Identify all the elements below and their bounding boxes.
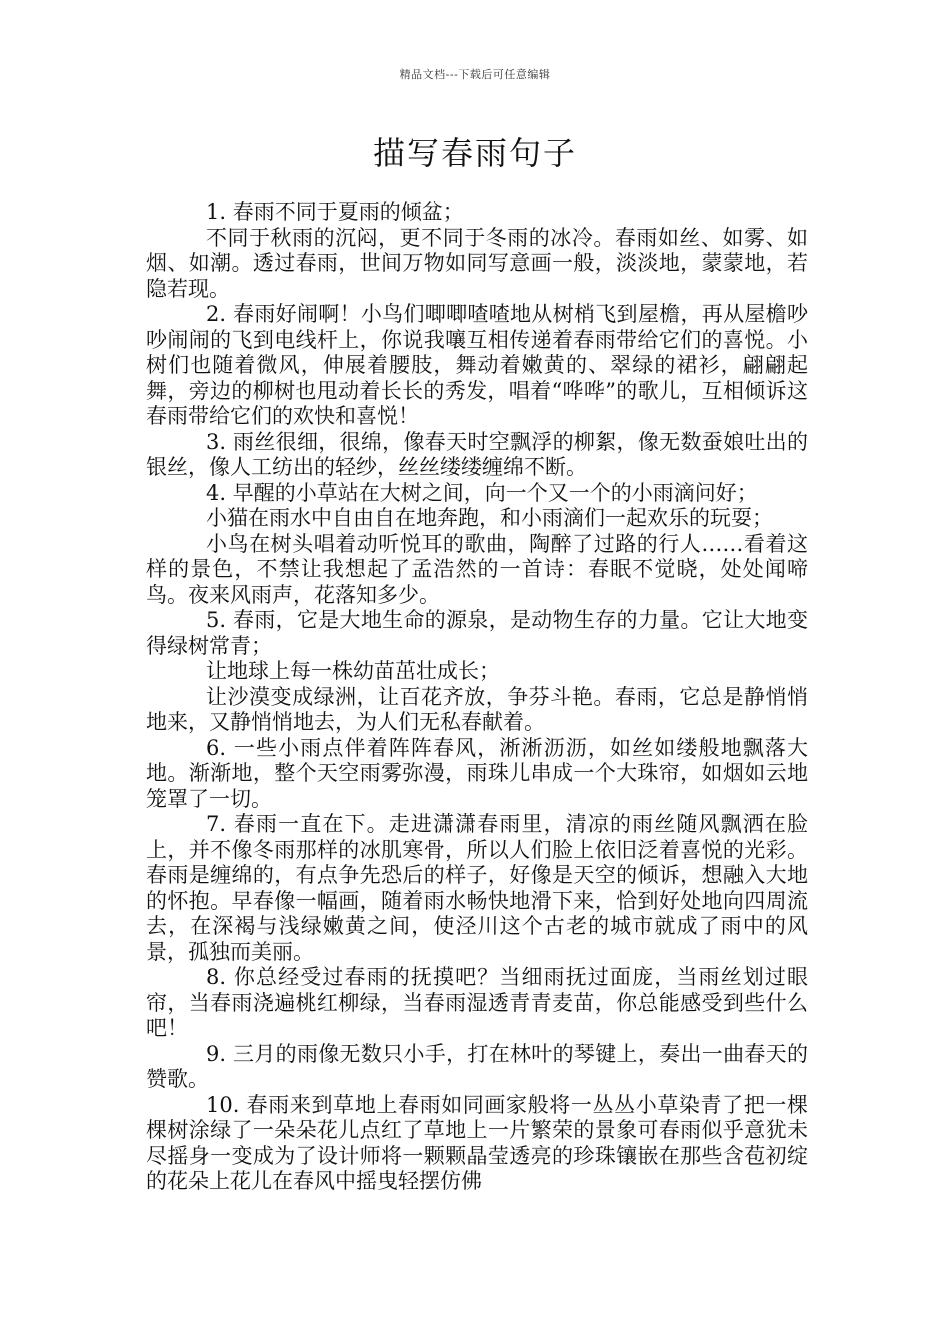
paragraph: 1. 春雨不同于夏雨的倾盆； (206, 200, 464, 224)
paragraph: 6. 一些小雨点伴着阵阵春风，淅淅沥沥，如丝如缕般地飘落大地。渐渐地，整个天空雨雾弥漫，雨珠儿串成一个大珠帘，如烟如云地笼罩了一切。 (146, 735, 808, 811)
paragraph: 5. 春雨，它是大地生命的源泉，是动物生存的力量。它让大地变得绿树常青； (146, 608, 808, 658)
paragraph: 2. 春雨好闹啊！小鸟们唧唧喳喳地从树梢飞到屋檐，再从屋檐吵吵闹闹的飞到电线杆上，你说我嚷互相传递着春雨带给它们的喜悦。小树们也随着微风，伸展着腰肢，舞动着嫩黄的、翠绿的裙衫，翩翩起舞，旁边的柳树也甩动着长长的秀发，唱着“哗哗”的歌儿，互相倾诉这春雨带给它们的欢快和喜悦！ (146, 302, 808, 428)
paragraph: 小猫在雨水中自由自在地奔跑，和小雨滴们一起欢乐的玩耍； (206, 506, 773, 530)
paragraph: 3. 雨丝很细，很绵，像春天时空飘浮的柳絮，像无数蚕娘吐出的银丝，像人工纺出的轻纱，丝丝缕缕缠绵不断。 (146, 429, 808, 479)
paragraph: 让地球上每一株幼苗茁壮成长； (206, 659, 500, 683)
paragraph: 8. 你总经受过春雨的抚摸吧？当细雨抚过面庞，当雨丝划过眼帘，当春雨浇遍桃红柳绿，当春雨湿透青青麦苗，你总能感受到些什么吧！ (146, 965, 808, 1040)
paragraph: 让沙漠变成绿洲，让百花齐放，争芬斗艳。春雨，它总是静悄悄地来，又静悄悄地去，为人们无私春献着。 (146, 684, 808, 734)
paragraph: 9. 三月的雨像无数只小手，打在林叶的琴键上，奏出一曲春天的赞歌。 (146, 1041, 808, 1091)
paragraph: 10. 春雨来到草地上春雨如同画家般将一丛丛小草染青了把一棵棵树涂绿了一朵朵花儿点红了草地上一片繁荣的景象可春雨似乎意犹未尽摇身一变成为了设计师将一颗颗晶莹透亮的珍珠镶嵌在那些含苞初绽的花朵上花儿在春风中摇曳轻摆仿佛 (146, 1092, 808, 1193)
paragraph: 不同于秋雨的沉闷，更不同于冬雨的冰冷。春雨如丝、如雾、如烟、如潮。透过春雨，世间万物如同写意画一般，淡淡地，蒙蒙地，若隐若现。 (146, 225, 808, 301)
document-body (146, 200, 808, 1195)
paragraph: 7. 春雨一直在下。走进潇潇春雨里，清凉的雨丝随风飘洒在脸上，并不像冬雨那样的冰肌寒骨，所以人们脸上依旧泛着喜悦的光彩。春雨是缠绵的，有点争先恐后的样子，好像是天空的倾诉，想融入大地的怀抱。早春像一幅画，随着雨水畅快地滑下来，恰到好处地向四周流去，在深褐与浅绿嫩黄之间，使泾川这个古老的城市就成了雨中的风景，孤独而美丽。 (146, 812, 808, 964)
header-note: 精品文档---下载后可任意编辑 (399, 68, 551, 81)
paragraph: 小鸟在树头唱着动听悦耳的歌曲，陶醉了过路的行人……看着这样的景色，不禁让我想起了孟浩然的一首诗：春眠不觉晓，处处闻啼鸟。夜来风雨声，花落知多少。 (146, 531, 808, 607)
document-title: 描写春雨句子 (372, 134, 577, 172)
paragraph: 4. 早醒的小草站在大树之间，向一个又一个的小雨滴问好； (206, 480, 758, 505)
